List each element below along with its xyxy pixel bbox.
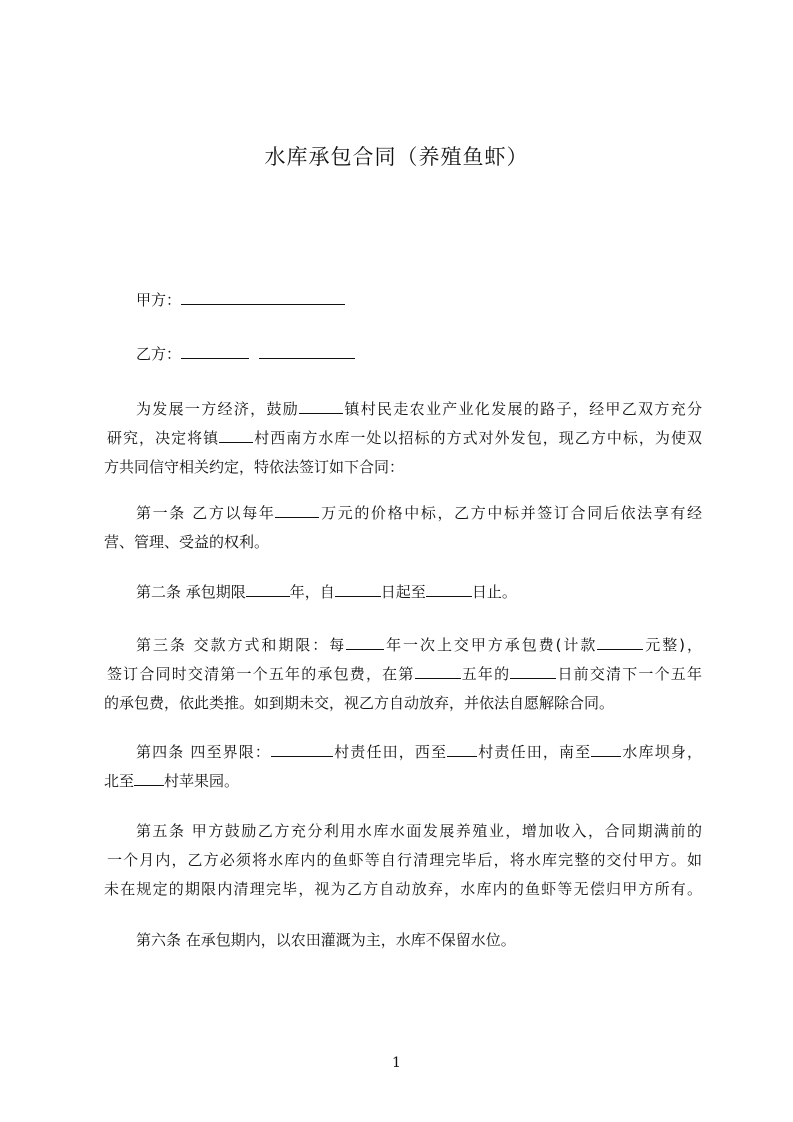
article-4-text-1c: 村责任田，南至 <box>477 743 592 761</box>
intro-blank-town[interactable] <box>299 398 343 414</box>
article-3-blank-amount[interactable] <box>597 634 643 650</box>
intro-paragraph <box>104 395 702 482</box>
party-a-blank[interactable] <box>181 289 345 305</box>
article-2-blank-years[interactable] <box>246 581 290 597</box>
intro-text-3: 方共同信守相关约定，特依法签订如下合同： <box>104 458 405 476</box>
party-b-blank-2[interactable] <box>259 343 355 359</box>
article-4-text-1a: 第四条 四至界限： <box>136 743 272 761</box>
article-3-text-1c: 元整)， <box>643 636 702 654</box>
article-2-text-c: 日起至 <box>380 583 426 601</box>
party-a-line <box>104 286 702 315</box>
article-6-text-1: 第六条 在承包期内，以农田灌溉为主，水库不保留水位。 <box>136 931 516 949</box>
article-2-blank-end[interactable] <box>426 581 472 597</box>
intro-text-2a: 研究，决定将镇 <box>107 429 220 447</box>
article-2 <box>104 578 702 607</box>
article-4-blank-north[interactable] <box>134 770 164 786</box>
party-b-blank-1[interactable] <box>181 343 249 359</box>
article-3-text-2a: 签订合同时交清第一个五年的承包费，在第 <box>107 665 415 683</box>
article-4-blank-east[interactable] <box>271 741 333 757</box>
article-3-text-2b: 五年的 <box>460 665 511 683</box>
article-1-text-1a: 第一条 乙方以每年 <box>136 504 276 522</box>
party-b-label: 乙方： <box>136 345 182 363</box>
article-1-text-2: 营、管理、受益的权利。 <box>104 533 270 551</box>
article-2-text-d: 日止。 <box>471 583 517 601</box>
article-1-text-1b: 万元的价格中标，乙方中标并签订合同后依法享有经 <box>319 504 702 522</box>
article-3 <box>104 631 702 718</box>
article-4 <box>104 738 702 796</box>
intro-text-1b: 镇村民走农业产业化发展的路子，经甲乙双方充分 <box>343 400 702 418</box>
article-3-text-2c: 日前交清下一个五年 <box>556 665 702 683</box>
party-b-line <box>104 340 702 369</box>
article-4-text-1d: 水库坝身， <box>621 743 702 761</box>
page-number: 1 <box>392 1055 401 1071</box>
article-2-blank-start[interactable] <box>335 581 381 597</box>
party-a-label: 甲方： <box>136 291 182 309</box>
article-1-blank-amount[interactable] <box>275 502 319 518</box>
article-3-text-3: 的承包费，依此类推。如到期未交，视乙方自动放弃，并依法自愿解除合同。 <box>104 694 615 712</box>
article-3-text-1a: 第三条 交款方式和期限：每 <box>136 636 347 654</box>
article-5-text-3: 未在规定的期限内清理完毕，视为乙方自动放弃，水库内的鱼虾等无偿归甲方所有。 <box>104 880 702 898</box>
article-3-blank-day[interactable] <box>510 663 556 679</box>
article-5-text-1: 第五条 甲方鼓励乙方充分利用水库水面发展养殖业，增加收入，合同期满前的 <box>136 822 702 840</box>
intro-text-2b: 村西南方水库一处以招标的方式对外发包，现乙方中标，为使双 <box>253 429 702 447</box>
article-5-text-2: 一个月内，乙方必须将水库内的鱼虾等自行清理完毕后，将水库完整的交付甲方。如 <box>107 851 702 869</box>
article-3-text-1b: 年一次上交甲方承包费(计款 <box>384 636 598 654</box>
article-6 <box>104 926 702 955</box>
article-4-blank-west[interactable] <box>447 741 477 757</box>
article-2-text-b: 年，自 <box>289 583 335 601</box>
intro-blank-village[interactable] <box>219 427 253 443</box>
article-4-text-1b: 村责任田，西至 <box>333 743 448 761</box>
document-title: 水库承包合同（养殖鱼虾） <box>264 145 529 169</box>
article-4-blank-south[interactable] <box>591 741 621 757</box>
article-4-text-2b: 村苹果园。 <box>164 772 240 790</box>
article-5 <box>104 817 702 904</box>
article-3-blank-year[interactable] <box>415 663 461 679</box>
article-3-blank-period[interactable] <box>346 634 384 650</box>
article-4-text-2a: 北至 <box>104 772 135 790</box>
intro-text-1a: 为发展一方经济，鼓励 <box>136 400 300 418</box>
article-1 <box>104 499 702 557</box>
article-2-text-a: 第二条 承包期限 <box>136 583 246 601</box>
